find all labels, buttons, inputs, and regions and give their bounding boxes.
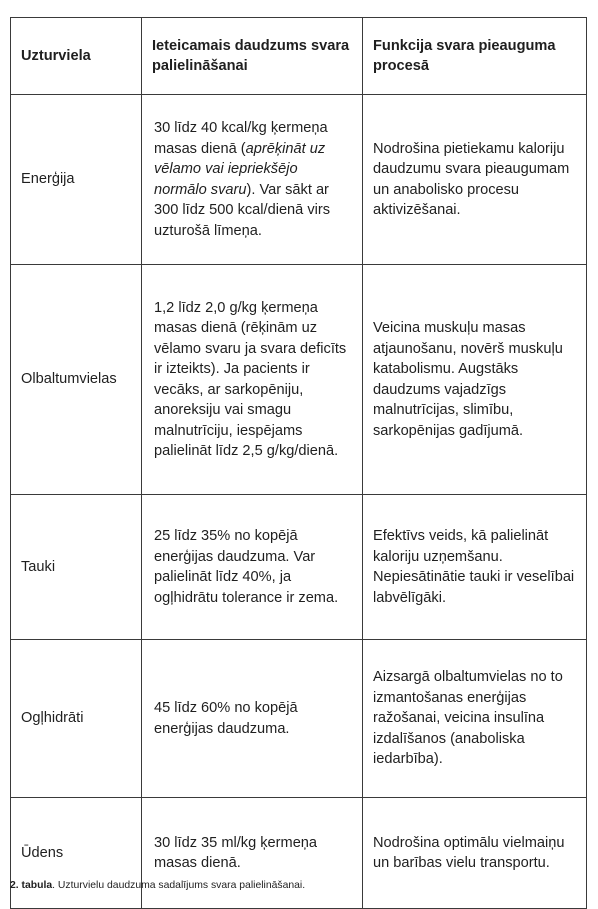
- caption-label: 2. tabula: [10, 880, 53, 891]
- cell-function: Aizsargā olbaltumvielas no to izmantošanas enerģijas ražošanai, veicina insulīna izdalīšanos (anaboliska iedarbība).: [363, 640, 587, 798]
- cell-function: Efektīvs veids, kā palielināt kaloriju uzņemšanu. Nepiesātinātie tauki ir veselībai labvēlīgāki.: [363, 495, 587, 640]
- cell-nutrient: Ogļhidrāti: [11, 640, 142, 798]
- caption-text: . Uzturvielu daudzuma sadalījums svara palielināšanai.: [52, 880, 306, 891]
- cell-nutrient: Ūdens: [11, 798, 142, 909]
- nutrient-table: [10, 17, 587, 909]
- cell-amount: 30 līdz 35 ml/kg ķermeņa masas dienā.: [142, 798, 363, 909]
- cell-function: Nodrošina optimālu vielmaiņu un barības vielu transportu.: [363, 798, 587, 909]
- cell-amount: 1,2 līdz 2,0 g/kg ķermeņa masas dienā (rēķinām uz vēlamo svaru ja svara deficīts ir izteikts). Ja pacients ir vecāks, ar sarkopēniju, anoreksiju vai smagu malnutrīciju, iespējams palielināt līdz 2,5 g/kg/dienā.: [142, 265, 363, 495]
- table-row-fat: [11, 495, 587, 640]
- cell-amount: [142, 95, 363, 265]
- header-nutrient: Uzturviela: [11, 18, 142, 95]
- header-function: Funkcija svara pieauguma procesā: [363, 18, 587, 95]
- amount-text-end: ). Var sākt ar 300 līdz 500 kcal/dienā virs uzturošā līmeņa.: [154, 181, 331, 239]
- cell-nutrient: Olbaltumvielas: [11, 265, 142, 495]
- cell-function: Veicina muskuļu masas atjaunošanu, novērš muskuļu katabolismu. Augstāks daudzums vajadzīgs malnutrīcijas, slimību, sarkopēnijas gadījumā.: [363, 265, 587, 495]
- cell-amount: 45 līdz 60% no kopējā enerģijas daudzuma.: [142, 640, 363, 798]
- cell-nutrient: Tauki: [11, 495, 142, 640]
- cell-function: Nodrošina pietiekamu kaloriju daudzumu svara pieaugumam un anabolisko procesu aktivizēšanai.: [363, 95, 587, 265]
- table-row-protein: [11, 265, 587, 495]
- table-row-carbohydrates: [11, 640, 587, 798]
- table-header-row: [11, 18, 587, 95]
- table-caption: [10, 879, 305, 893]
- header-amount: Ieteicamais daudzums svara palielināšanai: [142, 18, 363, 95]
- cell-nutrient: Enerģija: [11, 95, 142, 265]
- amount-text: 30 līdz 40 kcal/kg ķermeņa masas dienā (: [154, 120, 328, 157]
- nutrient-table-container: [10, 17, 586, 909]
- table-row-energy: [11, 95, 587, 265]
- amount-italic-note: aprēķināt uz vēlamo vai iepriekšējo normālo svaru: [154, 140, 326, 198]
- cell-amount: 25 līdz 35% no kopējā enerģijas daudzuma. Var palielināt līdz 40%, ja ogļhidrātu tolerance ir zema.: [142, 495, 363, 640]
